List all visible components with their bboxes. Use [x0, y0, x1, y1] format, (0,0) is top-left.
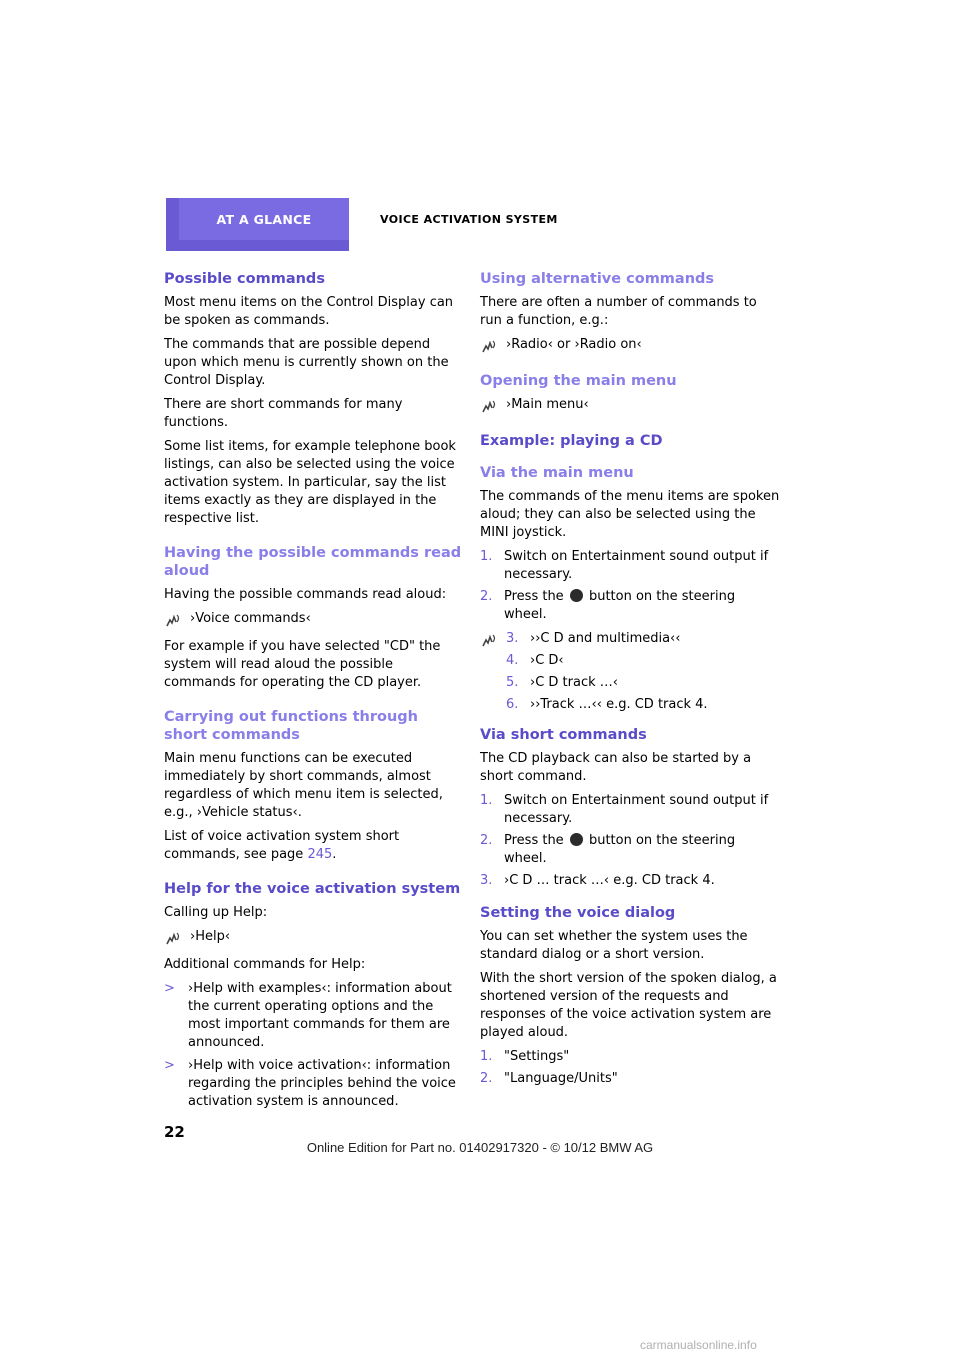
voice-command-text: ›Main menu‹	[506, 397, 589, 412]
left-column	[164, 270, 464, 1117]
step-item	[480, 548, 780, 584]
paragraph: There are short commands for many functions.	[164, 397, 403, 430]
step-number: 3.	[506, 631, 519, 646]
steps-list	[480, 792, 780, 890]
list-item-text: ›Help with voice activation‹: information regarding the principles behind the voice activation system is announced.	[188, 1058, 456, 1109]
heading-possible-commands: Possible commands	[164, 271, 325, 287]
heading-via-main-menu: Via the main menu	[480, 465, 634, 481]
step-number: 4.	[506, 653, 519, 668]
paragraph-text: List of voice activation system short commands, see page	[164, 829, 400, 862]
step-text: button on the steering wheel.	[504, 833, 736, 866]
bullet-arrow-icon: >	[164, 981, 175, 996]
step-item	[506, 696, 780, 714]
voice-command-text: ›Voice commands‹	[190, 611, 311, 626]
voice-command-icon	[480, 631, 498, 649]
step-number: 2.	[480, 1071, 493, 1086]
voice-command-icon	[480, 337, 498, 355]
steps-list	[480, 1048, 780, 1088]
step-number: 1.	[480, 1049, 493, 1064]
step-number: 2.	[480, 833, 493, 848]
heading-main-menu: Opening the main menu	[480, 373, 677, 389]
right-column	[480, 270, 780, 1094]
step-number: 6.	[506, 697, 519, 712]
step-text: Press the	[504, 589, 564, 604]
step-text: Switch on Entertainment sound output if necessary.	[504, 793, 769, 826]
step-text: Switch on Entertainment sound output if necessary.	[504, 549, 769, 582]
paragraph: You can set whether the system uses the standard dialog or a short version.	[480, 929, 748, 962]
heading-example: Example: playing a CD	[480, 433, 663, 449]
help-command-list	[164, 980, 464, 1111]
footer-text: Online Edition for Part no. 01402917320 - © 10/12 BMW AG	[306, 1140, 654, 1155]
list-item-text: ›Help with examples‹: information about the current operating options and the most important commands for them are announced.	[188, 981, 452, 1050]
bullet-arrow-icon: >	[164, 1058, 175, 1073]
paragraph: Calling up Help:	[164, 905, 268, 920]
paragraph	[164, 828, 464, 864]
voice-command-icon	[480, 397, 498, 415]
page-reference-link[interactable]: 245	[307, 847, 333, 862]
steering-wheel-voice-button-icon	[570, 589, 583, 602]
step-item	[480, 792, 780, 828]
paragraph-text: .	[332, 847, 337, 862]
step-text: button on the steering wheel.	[504, 589, 736, 622]
paragraph: With the short version of the spoken dialog, a shortened version of the requests and responses of the voice activation system are played aloud.	[480, 971, 777, 1040]
step-text: ›C D track …‹	[530, 675, 618, 690]
steering-wheel-voice-button-icon	[570, 833, 583, 846]
voice-command-text: ›Help‹	[190, 929, 231, 944]
step-item	[480, 1048, 780, 1066]
voice-command-block	[164, 610, 464, 632]
voice-command-text: ›Radio‹ or ›Radio on‹	[506, 337, 642, 352]
list-item	[164, 1057, 464, 1111]
step-text: ›C D‹	[530, 653, 564, 668]
step-text: "Language/Units"	[504, 1071, 618, 1086]
voice-command-block	[480, 630, 780, 714]
step-number: 3.	[480, 873, 493, 888]
heading-alternative-commands: Using alternative commands	[480, 271, 715, 287]
step-item	[480, 872, 780, 890]
step-item	[480, 588, 780, 624]
list-item	[164, 980, 464, 1052]
watermark: carmanualsonline.info	[640, 1338, 757, 1352]
section-title: VOICE ACTIVATION SYSTEM	[380, 213, 558, 226]
step-item	[480, 832, 780, 868]
voice-command-block	[480, 396, 780, 418]
step-item	[506, 652, 780, 670]
voice-command-block	[164, 928, 464, 950]
step-text: ››Track …‹‹ e.g. CD track 4.	[530, 697, 708, 712]
chapter-tab	[166, 198, 349, 251]
paragraph: The commands of the menu items are spoken aloud; they can also be selected using the MINI joystick.	[480, 489, 780, 540]
step-text: Press the	[504, 833, 564, 848]
page-number: 22	[164, 1123, 185, 1141]
heading-help: Help for the voice activation system	[164, 881, 461, 897]
paragraph: Most menu items on the Control Display can be spoken as commands.	[164, 295, 454, 328]
heading-short-commands: Carrying out functions through short commands	[164, 709, 418, 743]
paragraph: The CD playback can also be started by a short command.	[480, 751, 752, 784]
paragraph: For example if you have selected "CD" the system will read aloud the possible commands for operating the CD player.	[164, 639, 441, 690]
paragraph: Additional commands for Help:	[164, 957, 366, 972]
step-text: ››C D and multimedia‹‹	[530, 631, 681, 646]
step-item	[506, 630, 780, 648]
paragraph: The commands that are possible depend upon which menu is currently shown on the Control Display.	[164, 337, 449, 388]
voice-steps-list	[506, 630, 780, 714]
voice-command-icon	[164, 929, 182, 947]
heading-read-aloud: Having the possible commands read aloud	[164, 545, 462, 579]
heading-voice-dialog: Setting the voice dialog	[480, 905, 676, 921]
heading-via-short-commands: Via short commands	[480, 727, 647, 743]
step-text: "Settings"	[504, 1049, 570, 1064]
step-number: 1.	[480, 793, 493, 808]
step-number: 1.	[480, 549, 493, 564]
voice-command-icon	[164, 611, 182, 629]
step-number: 2.	[480, 589, 493, 604]
step-item	[480, 1070, 780, 1088]
step-number: 5.	[506, 675, 519, 690]
voice-command-block	[480, 336, 780, 358]
paragraph: Having the possible commands read aloud:	[164, 587, 447, 602]
paragraph: Main menu functions can be executed immediately by short commands, almost regardless of which menu item is selected, e.g., ›Vehicle status‹.	[164, 751, 443, 820]
step-item	[506, 674, 780, 692]
paragraph: There are often a number of commands to run a function, e.g.:	[480, 295, 757, 328]
steps-list	[480, 548, 780, 624]
paragraph: Some list items, for example telephone book listings, can also be selected using the voice activation system. In particular, say the list items exactly as they are displayed in the respective list.	[164, 439, 456, 526]
step-text: ›C D … track …‹ e.g. CD track 4.	[504, 873, 715, 888]
chapter-tab-label: AT A GLANCE	[179, 198, 349, 240]
